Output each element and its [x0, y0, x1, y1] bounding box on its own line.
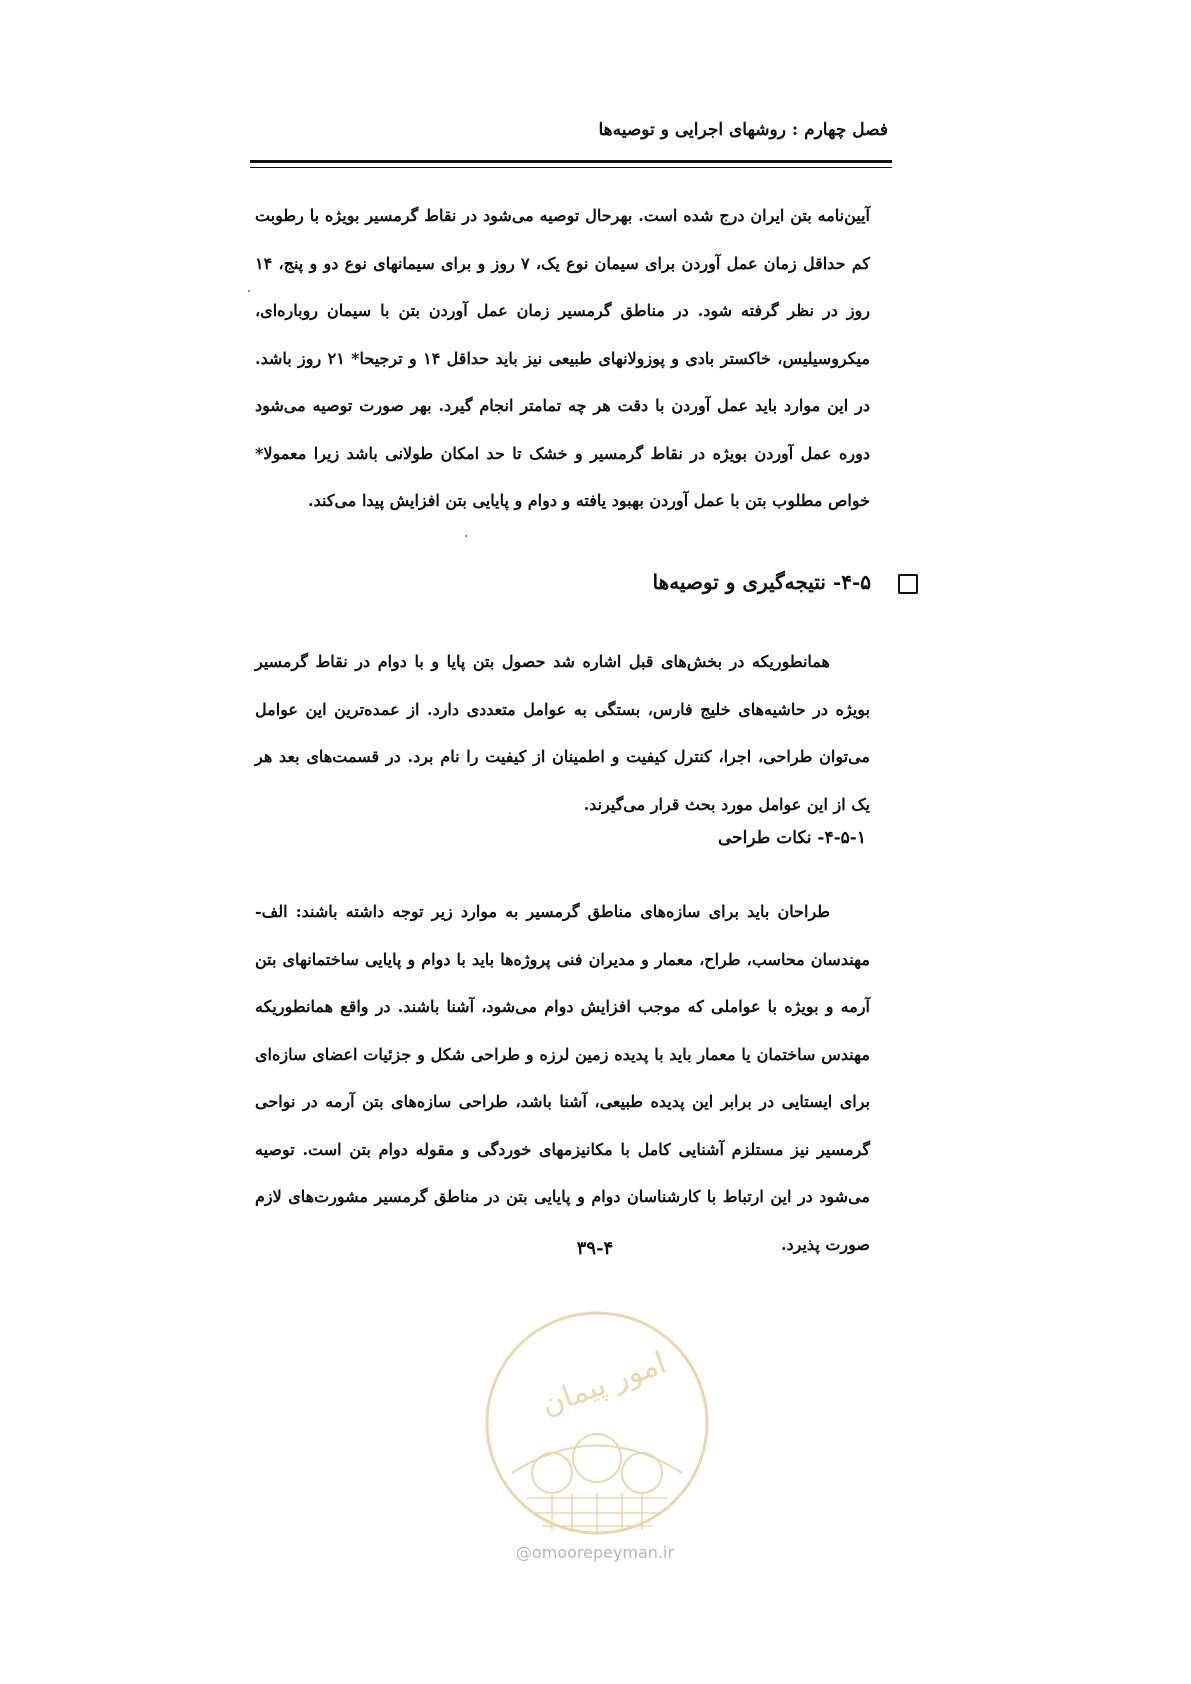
header-rule-thin — [250, 167, 892, 168]
watermark-logo — [472, 1298, 722, 1548]
watermark-logo-text: امور پیمان — [536, 1345, 671, 1423]
page-number: ۳۹-۴ — [576, 1238, 614, 1259]
header-rule — [250, 160, 892, 163]
paragraph-conclusions: همانطوریکه در بخش‌های قبل اشاره شد حصول بتن پایا و با دوام در نقاط گرمسیر بویژه در حاشیه‌های خلیج فارس، بستگی به عوامل متعددی دارد. از عمده‌ترین این عوامل می‌توان طراحی، اجرا، کنترل کیفیت و اطمینان از کیفیت را نام برد. در قسمت‌های بعد هر یک از این عوامل مورد بحث قرار می‌گیرند. — [255, 652, 870, 814]
subsection-heading: ۴-۵-۱- نکات طراحی — [717, 828, 866, 848]
running-header: فصل چهارم : روشهای اجرایی و توصیه‌ها — [598, 120, 888, 140]
paragraph-curing: آیین‌نامه بتن ایران درج شده است. بهرحال توصیه می‌شود در نقاط گرمسیر بویژه با رطوبت کم حداقل زمان عمل آوردن برای سیمان نوع یک، ۷ روز و برای سیمانهای نوع دو و پنج، ۱۴ روز در نظر گرفته شود. در مناطق گرمسیر زمان عمل آوردن بتن با سیمان روباره‌ای، میکروسیلیس، خاکستر بادی و پوزولانهای طبیعی نیز باید حداقل ۱۴ و ترجیحا* ۲۱ روز باشد. در این موارد باید عمل آوردن با دقت هر چه تمامتر انجام گیرد. بهر صورت توصیه می‌شود دوره عمل آوردن بویژه در نقاط گرمسیر و خشک تا حد امکان طولانی باشد زیرا معمولا* خواص مطلوب بتن با عمل آوردن بهبود یافته و دوام و پایایی بتن افزایش پیدا می‌کند. — [255, 206, 871, 510]
paragraph-design-notes: طراحان باید برای سازه‌های مناطق گرمسیر به موارد زیر توجه داشته باشند: الف- مهندسان محاسب، طراح، معمار و مدیران فنی پروژه‌ها باید با دوام و پایایی ساختمانهای بتن آرمه و بویژه با عواملی که موجب افزایش دوام می‌شود، آشنا باشند. در واقع همانطوریکه مهندس ساختمان یا معمار باید با پدیده زمین لرزه و طراحی شکل و جزئیات اعضای سازه‌ای برای ایستایی در برابر این پدیده طبیعی، آشنا باشد، طراحی سازه‌های بتن آرمه در نواحی گرمسیر نیز مستلزم آشنایی کامل با مکانیزمهای خوردگی و مقوله دوام بتن است. توصیه می‌شود در این ارتباط با کارشناسان دوام و پایایی بتن در مناطق گرمسیر مشورت‌های لازم صورت پذیرد. — [255, 902, 870, 1254]
watermark-url: @omoorepeyman.ir — [515, 1543, 675, 1562]
scan-speck — [465, 535, 467, 537]
section-heading: ۴-۵- نتیجه‌گیری و توصیه‌ها — [652, 570, 871, 594]
scan-speck — [248, 290, 250, 292]
checkbox-icon — [898, 574, 918, 594]
